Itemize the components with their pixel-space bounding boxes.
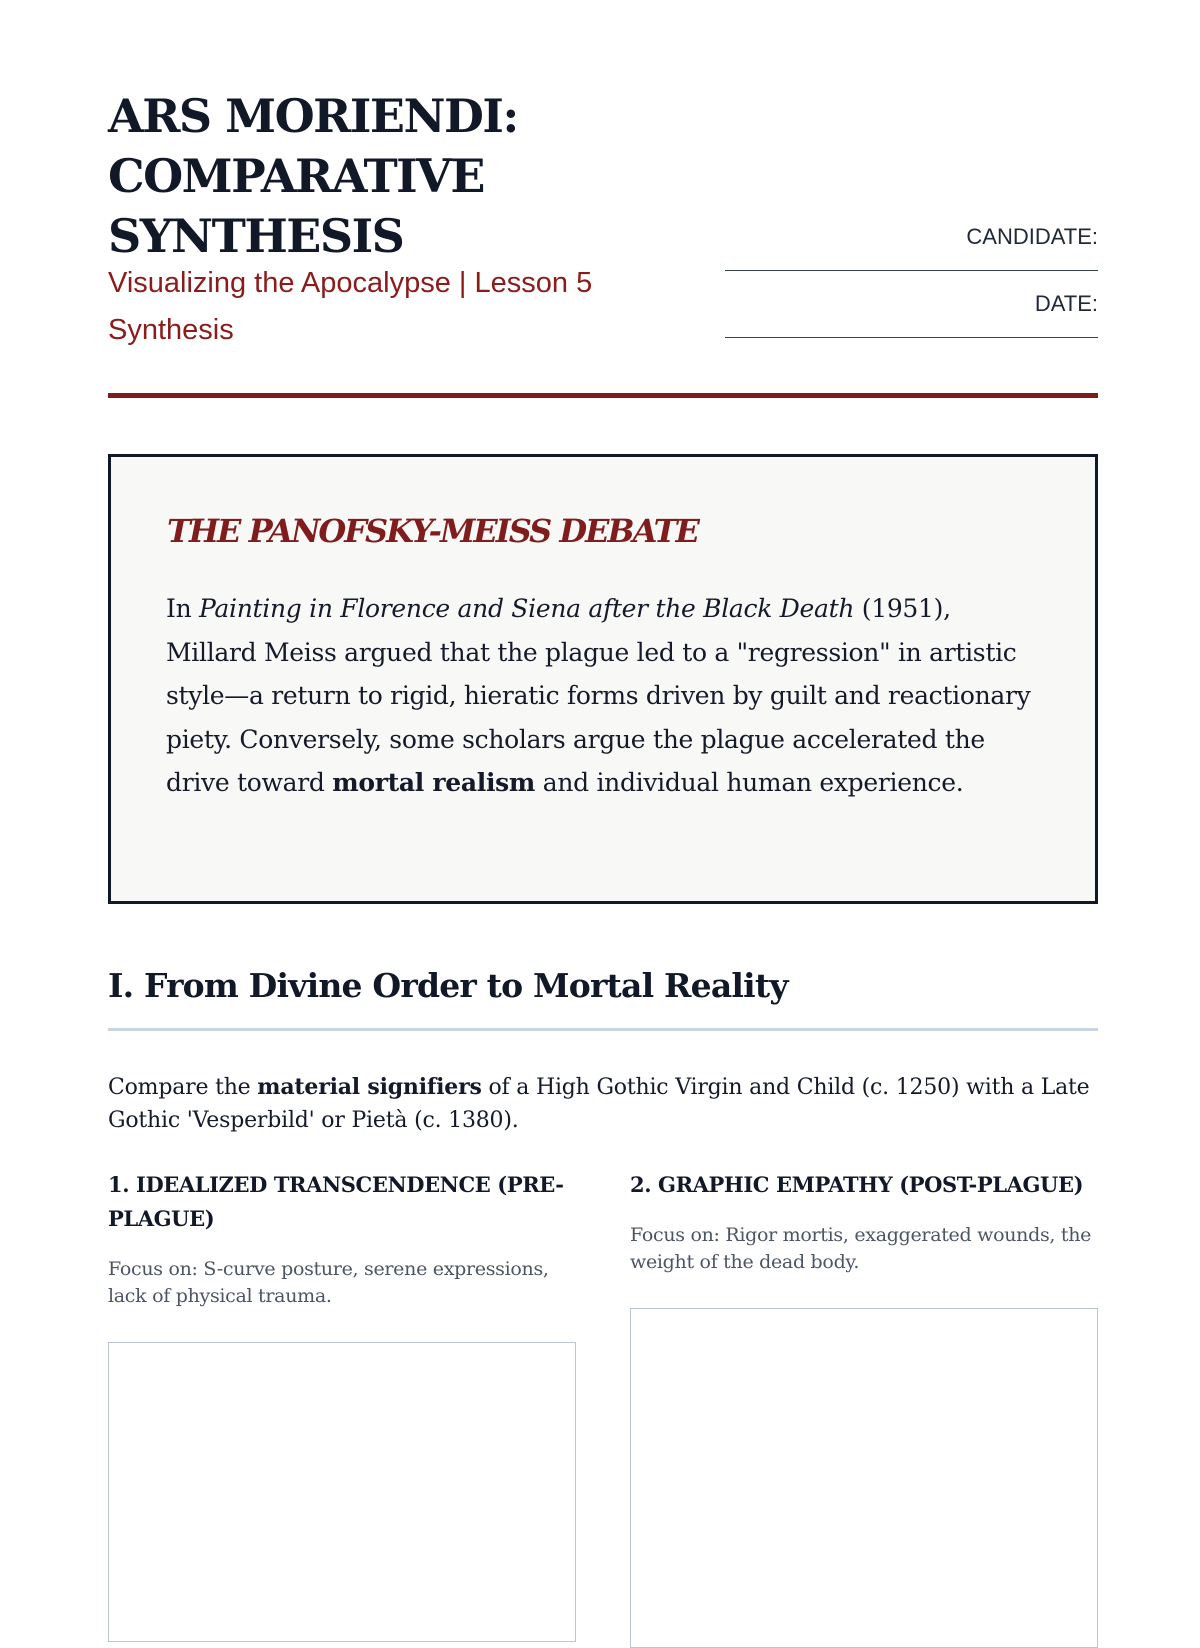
column-heading: 1. IDEALIZED TRANSCENDENCE (PRE-PLAGUE)	[108, 1172, 564, 1231]
candidate-label: CANDIDATE:	[966, 224, 1098, 249]
callout-body	[166, 587, 1046, 805]
date-field[interactable]	[725, 337, 1098, 338]
column-pre-plague	[108, 1168, 576, 1310]
header-divider	[108, 393, 1098, 398]
answer-box-post-plague[interactable]	[630, 1308, 1098, 1648]
column-post-plague	[630, 1168, 1098, 1276]
callout-emphasis: mortal realism	[332, 768, 536, 797]
section-intro	[108, 1071, 1098, 1137]
candidate-field[interactable]	[725, 270, 1098, 271]
page-title: ARS MORIENDI: COMPARATIVE SYNTHESIS	[108, 89, 518, 263]
column-heading: 2. GRAPHIC EMPATHY (POST-PLAGUE)	[630, 1172, 1084, 1197]
callout-text-prefix: In	[166, 594, 200, 623]
page-subtitle: Visualizing the Apocalypse | Lesson 5 Synthesis	[108, 267, 593, 346]
intro-emphasis: material signifiers	[257, 1074, 482, 1100]
callout-text-mid: (1951), Millard Meiss argued that the plague led to a "regression" in artistic style—a return to rigid, hieratic forms driven by guilt and reactionary piety. Conversely, some scholars argue the plague accelerated the drive toward	[166, 594, 1031, 797]
intro-text-prefix: Compare the	[108, 1075, 258, 1100]
intro-text-suffix: of a High Gothic Virgin and Child (c. 1250) with a Late Gothic 'Vesperbild' or Pietà (c. 1380).	[108, 1075, 1090, 1133]
worksheet-page	[108, 0, 1098, 1600]
candidate-info	[725, 212, 1098, 346]
answer-box-pre-plague[interactable]	[108, 1342, 576, 1642]
debate-callout	[108, 454, 1098, 904]
column-hint: Focus on: S-curve posture, serene expressions, lack of physical trauma.	[108, 1258, 549, 1307]
callout-title: THE PANOFSKY-MEISS DEBATE	[167, 512, 698, 550]
section-title: I. From Divine Order to Mortal Reality	[108, 966, 788, 1005]
date-label: DATE:	[1034, 291, 1098, 316]
column-hint: Focus on: Rigor mortis, exaggerated wounds, the weight of the dead body.	[630, 1224, 1092, 1273]
callout-text-suffix: and individual human experience.	[535, 768, 964, 797]
section-divider	[108, 1028, 1098, 1031]
book-title: Painting in Florence and Siena after the Black Death	[199, 594, 855, 623]
